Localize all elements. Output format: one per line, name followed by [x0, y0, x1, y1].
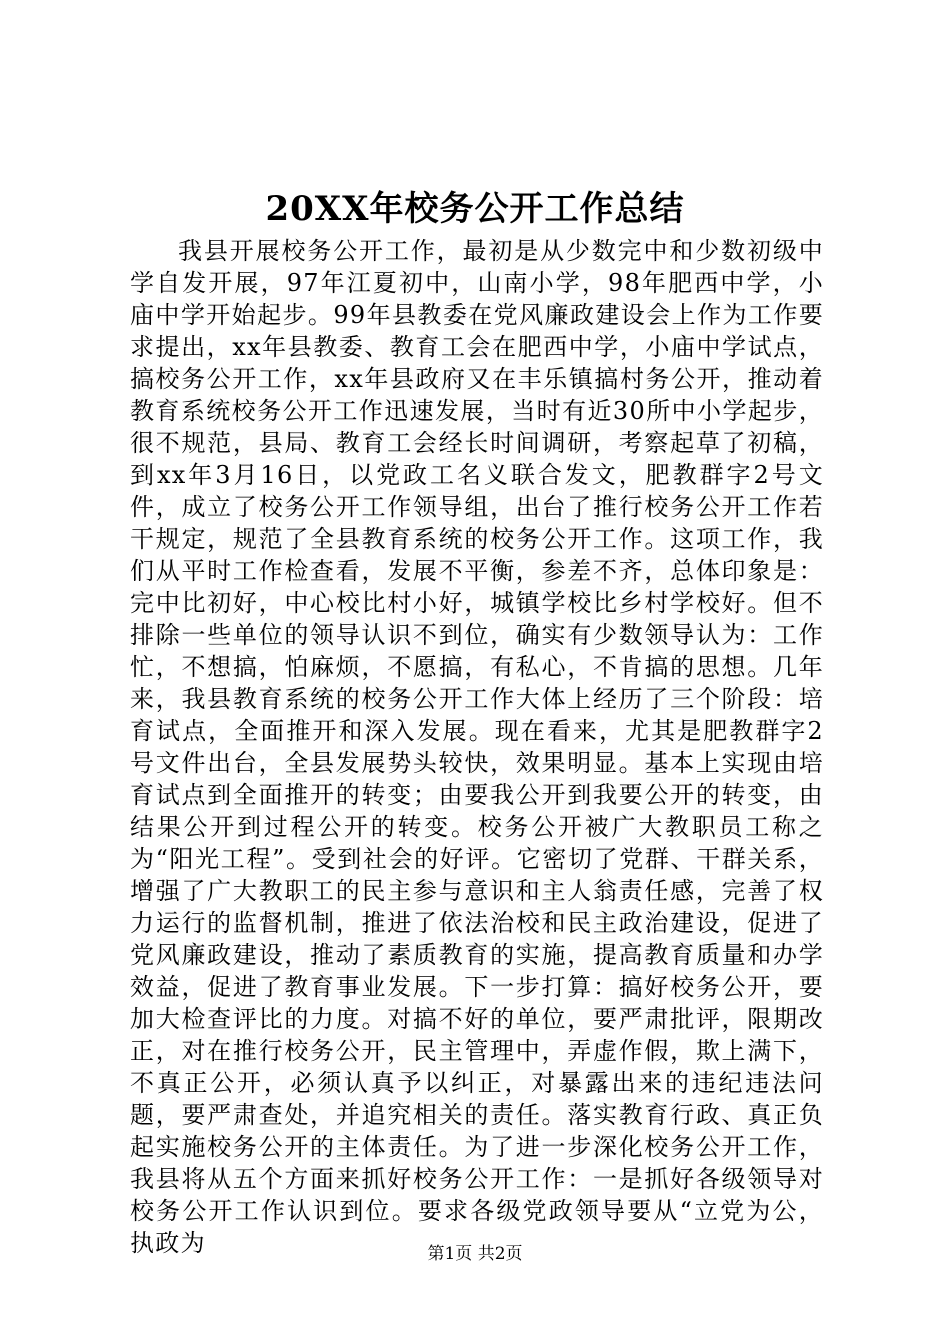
- document-title: 20XX年校务公开工作总结: [265, 189, 685, 229]
- page-number-footer: 第1页 共2页: [427, 1244, 523, 1264]
- document-body-paragraph: 我县开展校务公开工作，最初是从少数完中和少数初级中学自发开展，97年江夏初中，山南小学，98年肥西中学，小庙中学开始起步。99年县教委在党风廉政建设会上作为工作要求提出，xx年县教委、教育工会在肥西中学，小庙中学试点，搞校务公开工作，xx年县政府又在丰乐镇搞村务公开，推动着教育系统校务公开工作迅速发展，当时有近30所中小学起步，很不规范，县局、教育工会经长时间调研，考察起草了初稿，到xx年3月16日，以党政工名义联合发文，肥教群字2号文件，成立了校务公开工作领导组，出台了推行校务公开工作若干规定，规范了全县教育系统的校务公开工作。这项工作，我们从平时工作检查看，发展不平衡，参差不齐，总体印象是：完中比初好，中心校比村小好，城镇学校比乡村学校好。但不排除一些单位的领导认识不到位，确实有少数领导认为：工作忙，不想搞，怕麻烦，不愿搞，有私心，不肯搞的思想。几年来，我县教育系统的校务公开工作大体上经历了三个阶段：培育试点，全面推开和深入发展。现在看来，尤其是肥教群字2号文件出台，全县发展势头较快，效果明显。基本上实现由培育试点到全面推开的转变；由要我公开到我要公开的转变，由结果公开到过程公开的转变。校务公开被广大教职员工称之为“阳光工程”。受到社会的好评。它密切了党群、干群关系，增强了广大教职工的民主参与意识和主人翁责任感，完善了权力运行的监督机制，推进了依法治校和民主政治建设，促进了党风廉政建设，推动了素质教育的实施，提高教育质量和办学效益，促进了教育事业发展。下一步打算：搞好校务公开，要加大检查评比的力度。对搞不好的单位，要严肃批评，限期改正，对在推行校务公开，民主管理中，弄虚作假，欺上满下，不真正公开，必须认真予以纠正，对暴露出来的违纪违法问题，要严肃查处，并追究相关的责任。落实教育行政、真正负起实施校务公开的主体责任。为了进一步深化校务公开工作，我县将从五个方面来抓好校务公开工作：一是抓好各级领导对校务公开工作认识到位。要求各级党政领导要从“立党为公，执政为: [130, 237, 824, 1257]
